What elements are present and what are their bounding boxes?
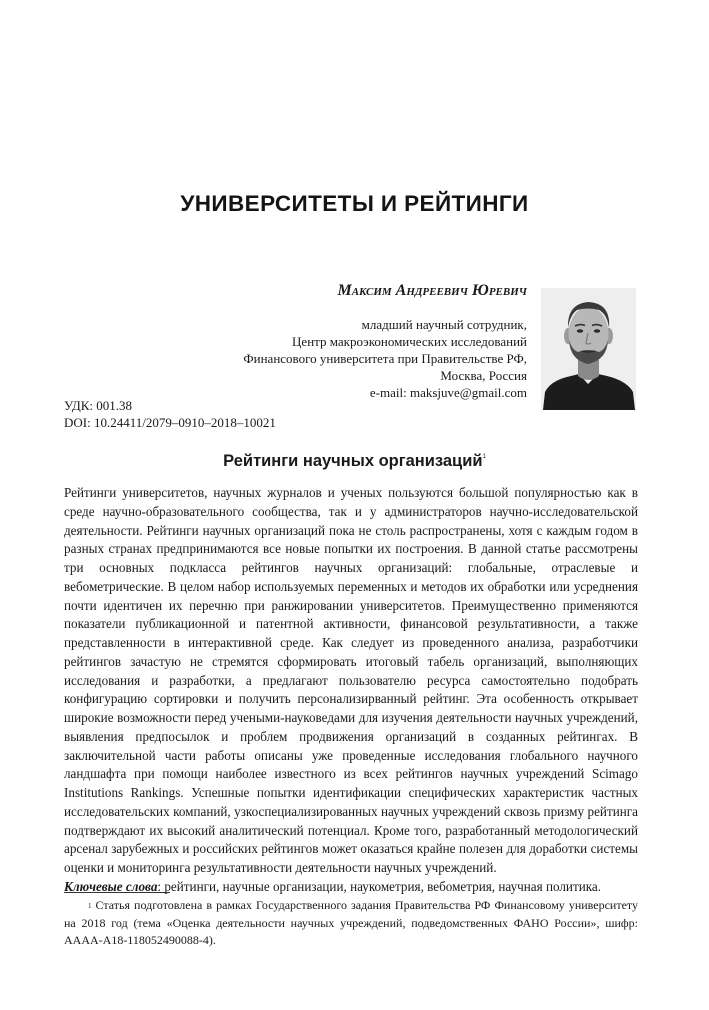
- affiliation-line: Москва, Россия: [440, 368, 527, 383]
- abstract-text: Рейтинги университетов, научных журналов и ученых пользуются большой популярностью как в среде научно-образовательного сообщества, так и у администраторов научно-исследовательской деятельности. Рейтинги научных организаций пока не столь распространены, хотя с каждым годом в разных странах предпринимаются все новые попытки их построения. В данной статье рассмотрены три основных подкласса рейтингов научных организаций: глобальные, отраслевые и вебометрические. В целом набор используемых переменных и методов их обработки или усреднения почти идентичен их перечню при ранжировании университетов. Преимущественно применяются показатели публикационной и патентной активности, финансовой результативности, а также представленности в интерактивной среде. Как следует из проведенного анализа, разработчики рейтингов зачастую не стремятся сформировать итоговый табель организаций, выполняющих исследования и разработки, а предлагают пользователю ресурса самостоятельно подобрать конфигурацию сортировки и получить персонализирванный рейтинг. Эта особенность открывает широкие возможности перед учеными-науковедами для изучения деятельности научных учреждений, выявления предпосылок и проблем продвижения организаций в созданных рейтингах. В заключительной части работы описаны уже проведенные исследования глобального научного ландшафта при помощи наиболее известного из всех рейтингов научных учреждений Scimago Institutions Rankings. Успешные попытки идентификации специфических характеристик частных исследовательских компаний, узкоспециализированных научных учреждений сквозь призму рейтинга подтверждают их высокий аналитический потенциал. Кроме того, разработанный методологический арсенал зарубежных и российских рейтингов может оказаться крайне полезен для доработки системы оценки и мониторинга результативности деятельности научных учреждений.: [64, 485, 638, 875]
- affiliation-line: Финансового университета при Правительстве РФ,: [243, 351, 527, 366]
- author-email[interactable]: e-mail: maksjuve@gmail.com: [369, 385, 527, 400]
- abstract: [64, 484, 638, 897]
- keywords-text: : рейтинги, научные организации, наукометрия, вебометрия, научная политика.: [157, 878, 602, 894]
- author-affiliation: [243, 316, 527, 401]
- article-title-text: Рейтинги научных организаций: [223, 452, 483, 470]
- article-title: [0, 452, 709, 471]
- article-metadata: [64, 398, 276, 431]
- footnote-mark: 1: [88, 902, 92, 910]
- affiliation-line: Центр макроэкономических исследований: [292, 334, 527, 349]
- section-title: УНИВЕРСИТЕТЫ И РЕЙТИНГИ: [180, 191, 529, 216]
- author-portrait-image: [541, 288, 636, 410]
- udk-code: УДК: 001.38: [64, 398, 133, 413]
- footnote-text: Статья подготовлена в рамках Государственного задания Правительства РФ Финансовому университету на 2018 год (тема «Оценка деятельности научных учреждений, подведомственных ФАНО России», шифр: АААА-А18-118052490088-4).: [64, 898, 638, 947]
- author-name: Максим Андреевич Юревич: [337, 282, 527, 299]
- author-photo: [541, 288, 636, 410]
- keywords-label: Ключевые слова: [64, 878, 158, 894]
- doi-code[interactable]: DOI: 10.24411/2079–0910–2018–10021: [64, 414, 276, 430]
- affiliation-line: младший научный сотрудник,: [361, 317, 527, 332]
- footnote: [64, 897, 638, 950]
- footnote-ref[interactable]: 1: [482, 454, 486, 460]
- footnote-divider: [64, 892, 170, 893]
